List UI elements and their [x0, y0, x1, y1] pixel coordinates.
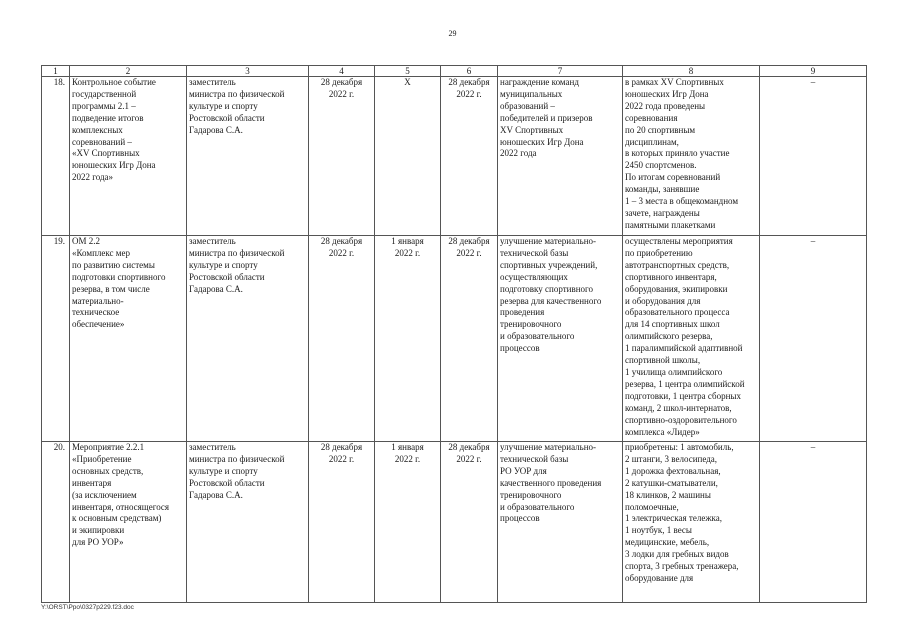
- event-name: Мероприятие 2.2.1 «Приобретение основных средств, инвентаря (за исключением инвентаря, относящегося к основным средствам) и экипировки для РО УОР»: [70, 442, 187, 603]
- plan-end-date: 28 декабря 2022 г.: [441, 77, 498, 236]
- expected-result: награждение команд муниципальных образований – победителей и призеров XV Спортивных юношеских Игр Дона 2022 года: [498, 77, 623, 236]
- plan-start-date: 28 декабря 2022 г.: [309, 442, 375, 603]
- column-number: 1: [42, 66, 70, 77]
- plan-end-date: 28 декабря 2022 г.: [441, 442, 498, 603]
- row-number: 20.: [42, 442, 70, 603]
- row-number: 19.: [42, 236, 70, 442]
- plan-end-date: 28 декабря 2022 г.: [441, 236, 498, 442]
- reasons: –: [760, 77, 867, 236]
- column-number: 9: [760, 66, 867, 77]
- column-number: 4: [309, 66, 375, 77]
- actual-result: в рамках XV Спортивных юношеских Игр Дона 2022 года проведены соревнования по 20 спортивным дисциплинам, в которых приняло участие 2450 спортсменов. По итогам соревнований команды, занявшие 1 – 3 места в общекомандном зачете, награждены памятными плакетками: [623, 77, 760, 236]
- fact-start-date: 1 января 2022 г.: [375, 236, 441, 442]
- footer-file-path: Y:\ORST\Ppo\0327p229.f23.doc: [41, 604, 134, 611]
- responsible-person: заместитель министра по физической культуре и спорту Ростовской области Гадарова С.А.: [187, 236, 309, 442]
- expected-result: улучшение материально- технической базы РО УОР для качественного проведения тренировочного и образовательного процессов: [498, 442, 623, 603]
- fact-start-date: Х: [375, 77, 441, 236]
- column-number: 6: [441, 66, 498, 77]
- row-number: 18.: [42, 77, 70, 236]
- fact-start-date: 1 января 2022 г.: [375, 442, 441, 603]
- event-name: ОМ 2.2 «Комплекс мер по развитию системы подготовки спортивного резерва, в том числе материально- техническое обеспечение»: [70, 236, 187, 442]
- responsible-person: заместитель министра по физической культуре и спорту Ростовской области Гадарова С.А.: [187, 77, 309, 236]
- column-number: 2: [70, 66, 187, 77]
- table-row: [42, 236, 867, 442]
- reasons: –: [760, 442, 867, 603]
- column-number: 5: [375, 66, 441, 77]
- column-number: 8: [623, 66, 760, 77]
- expected-result: улучшение материально- технической базы спортивных учреждений, осуществляющих подготовку спортивного резерва для качественного проведения тренировочного и образовательного процессов: [498, 236, 623, 442]
- report-table: [41, 65, 867, 603]
- table-row: [42, 77, 867, 236]
- column-number: 3: [187, 66, 309, 77]
- page-number: 29: [448, 29, 457, 38]
- reasons: –: [760, 236, 867, 442]
- column-number-row: [42, 66, 867, 77]
- plan-start-date: 28 декабря 2022 г.: [309, 77, 375, 236]
- event-name: Контрольное событие государственной программы 2.1 – подведение итогов комплексных соревнований – «XV Спортивных юношеских Игр Дона 2022 года»: [70, 77, 187, 236]
- actual-result: осуществлены мероприятия по приобретению автотранспортных средств, спортивного инвентаря, оборудования, экипировки и оборудования для образовательного процесса для 14 спортивных школ олимпийского резерва, 1 паралимпийской адаптивной спортивной школы, 1 училища олимпийского резерва, 1 центра олимпийской подготовки, 1 центра сборных команд, 2 школ-интернатов, спортивно-оздоровительного комплекса «Лидер»: [623, 236, 760, 442]
- table-row: [42, 442, 867, 603]
- plan-start-date: 28 декабря 2022 г.: [309, 236, 375, 442]
- column-number: 7: [498, 66, 623, 77]
- actual-result: приобретены: 1 автомобиль, 2 штанги, 3 велосипеда, 1 дорожка фехтовальная, 2 катушки-сматыватели, 18 клинков, 2 машины поломоечные, 1 электрическая тележка, 1 ноутбук, 1 весы медицинские, мебель, 3 лодки для гребных видов спорта, 3 гребных тренажера, оборудование для: [623, 442, 760, 603]
- responsible-person: заместитель министра по физической культуре и спорту Ростовской области Гадарова С.А.: [187, 442, 309, 603]
